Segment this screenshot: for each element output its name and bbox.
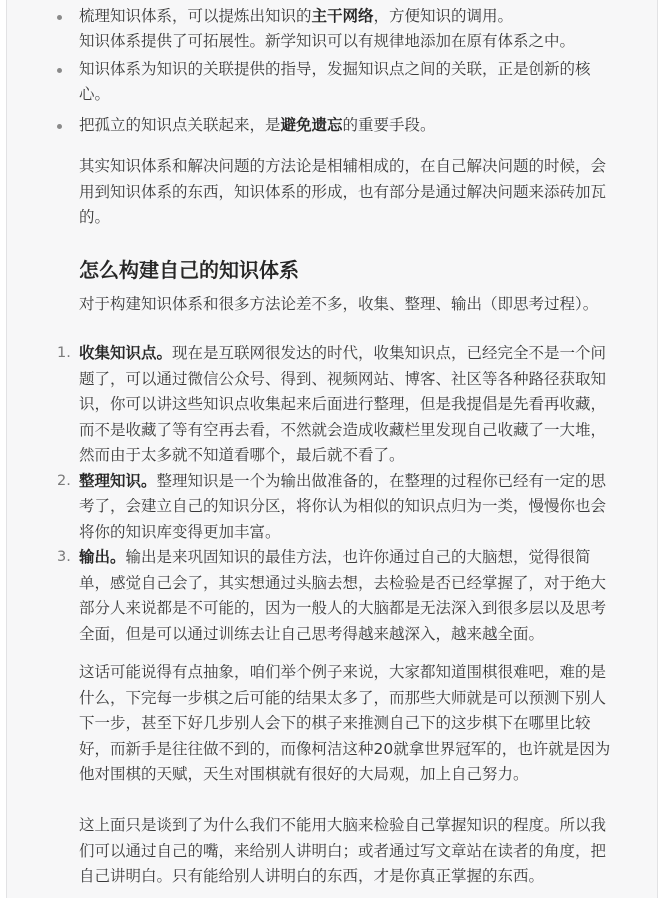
step-number: 2. xyxy=(57,472,71,489)
paragraph-line: 这话可能说得有点抽象，咱们举个例子来说，大家都知道围棋很难吧，难的是 xyxy=(79,663,607,681)
step-line: 而不是收藏了等有空再去看，不然就会造成收藏栏里发现自己收藏了一大堆， xyxy=(79,420,607,439)
bullet-dot xyxy=(57,124,62,129)
bullet-text: 心。 xyxy=(79,85,111,103)
step-line: 考了，会建立自己的知识分区，将你认为相似的知识点归为一类，慢慢你也会 xyxy=(79,497,607,515)
bullet-dot xyxy=(57,68,62,73)
paragraph-line: 其实知识体系和解决问题的方法论是相辅相成的，在自己解决问题的时候，会 xyxy=(79,157,607,175)
bullet-text: 梳理知识体系，可以提炼出知识的 xyxy=(79,7,312,25)
bullet-text: ，方便知识的调用。 xyxy=(373,7,514,25)
step-line: 全面，但是可以通过训练去让自己思考得越来越深入，越来越全面。 xyxy=(79,624,545,643)
step-item-output xyxy=(57,545,629,647)
article-frame xyxy=(6,0,658,898)
bullet-text: 知识体系为知识的关联提供的指导，发掘知识点之间的关联，正是创新的核 xyxy=(79,60,591,78)
step-line: 输出是来巩固知识的最佳方法，也许你通过自己的大脑想，觉得很简 xyxy=(125,548,591,566)
steps-ordered-list xyxy=(57,341,629,647)
step-title: 输出。 xyxy=(79,548,126,566)
step-line: 整理知识是一个为输出做准备的，在整理的过程你已经有一定的思 xyxy=(156,471,607,490)
bullet-item-backbone xyxy=(57,4,617,29)
paragraph-line: 好，而新手是往往做不到的，而像柯洁这种20就拿世界冠军的，也许就是因为 xyxy=(79,739,611,758)
paragraph-line: 的。 xyxy=(79,208,111,226)
paragraph-line: 下一步，甚至下好几步别人会下的棋子来推测自己下的这步棋下在哪里比较 xyxy=(79,714,591,732)
step-line: 单，感觉自己会了，其实想通过头脑去想，去检验是否已经掌握了，对于绝大 xyxy=(79,573,607,592)
step-line: 题了，可以通过微信公众号、得到、视频网站、博客、社区等各种路径获取知 xyxy=(79,369,607,388)
benefits-bullet-list xyxy=(57,4,617,138)
bullet-dot xyxy=(57,15,62,20)
paragraph-conclusion xyxy=(79,813,627,890)
step-line: 将你的知识库变得更加丰富。 xyxy=(79,522,281,541)
step-item-organize xyxy=(57,469,629,546)
paragraph-line: 什么，下完每一步棋之后可能的结果太多了，而那些大师就是可以预测下别人 xyxy=(79,688,607,707)
bullet-item-association xyxy=(57,57,617,107)
bullet-continuation-extensibility xyxy=(57,29,617,54)
paragraph-intro xyxy=(79,154,627,231)
step-number: 3. xyxy=(57,549,71,565)
section-heading: 怎么构建自己的知识体系 xyxy=(79,258,299,282)
step-line: 部分人来说都是不可能的，因为一般人的大脑都是无法深入到很多层以及思考 xyxy=(79,599,607,617)
bullet-text: 知识体系提供了可拓展性。新学知识可以有规律地添加在原有体系之中。 xyxy=(79,32,576,50)
paragraph-methods: 对于构建知识体系和很多方法论差不多，收集、整理、输出（即思考过程）。 xyxy=(79,295,599,313)
paragraph-line: 他对围棋的天赋，天生对围棋就有很好的大局观，加上自己努力。 xyxy=(79,765,529,783)
step-number: 1. xyxy=(57,345,71,361)
bullet-item-forgetting xyxy=(57,113,617,138)
step-line: 现在是互联网很发达的时代，收集知识点，已经完全不是一个问 xyxy=(172,344,607,362)
paragraph-line: 这上面只是谈到了为什么我们不能用大脑来检验自己掌握知识的程度。所以我 xyxy=(79,816,607,834)
paragraph-line: 们可以通过自己的嘴，来给别人讲明白；或者通过写文章站在读者的角度，把 xyxy=(79,841,607,860)
step-line: 然而由于太多就不知道看哪个，最后就不看了。 xyxy=(79,446,405,464)
bullet-text: 的重要手段。 xyxy=(342,116,436,134)
paragraph-line: 自己讲明白。只有能给别人讲明白的东西，才是你真正掌握的东西。 xyxy=(79,867,545,885)
bullet-emphasis: 主干网络 xyxy=(311,7,374,25)
step-line: 识，你可以讲这些知识点收集起来后面进行整理，但是我提倡是先看再收藏， xyxy=(79,395,607,413)
bullet-emphasis: 避免遗忘 xyxy=(280,116,343,134)
bullet-text: 把孤立的知识点关联起来，是 xyxy=(79,116,281,134)
step-item-collect xyxy=(57,341,629,469)
paragraph-go-example xyxy=(79,660,627,788)
step-title: 整理知识。 xyxy=(79,471,157,490)
step-title: 收集知识点。 xyxy=(79,344,173,362)
paragraph-line: 用到知识体系的东西，知识体系的形成，也有部分是通过解决问题来添砖加瓦 xyxy=(79,182,607,201)
